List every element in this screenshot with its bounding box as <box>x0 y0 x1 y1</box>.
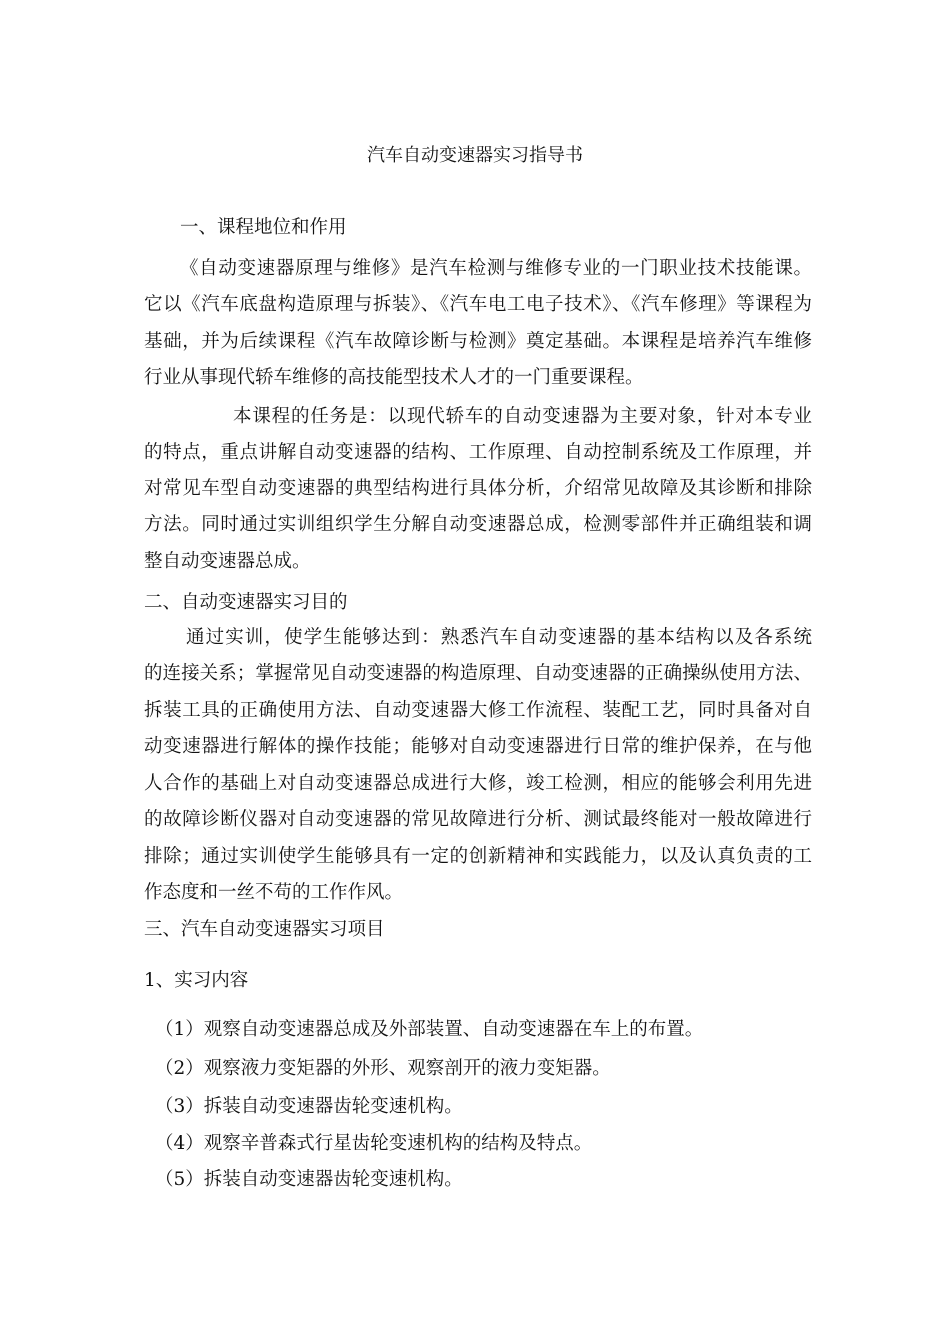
paragraph-line: 的连接关系；掌握常见自动变速器的构造原理、自动变速器的正确操纵使用方法、 <box>144 663 812 684</box>
paragraph-line: 拆装工具的正确使用方法、自动变速器大修工作流程、装配工艺，同时具备对自 <box>144 700 812 721</box>
paragraph-line: 作态度和一丝不苟的工作作风。 <box>144 882 404 903</box>
paragraph-line: 方法。同时通过实训组织学生分解自动变速器总成，检测零部件并正确组装和调 <box>144 514 812 535</box>
subsection-heading: 1、实习内容 <box>144 970 249 991</box>
section-heading-1: 一、课程地位和作用 <box>180 217 347 238</box>
section-heading-2: 二、自动变速器实习目的 <box>144 592 348 613</box>
paragraph-line: 《自动变速器原理与维修》是汽车检测与维修专业的一门职业技术技能课。 <box>180 258 812 279</box>
paragraph-line: 本课程的任务是：以现代轿车的自动变速器为主要对象，针对本专业 <box>233 406 812 427</box>
paragraph-line: 人合作的基础上对自动变速器总成进行大修，竣工检测，相应的能够会利用先进 <box>144 773 812 794</box>
list-item: （1）观察自动变速器总成及外部装置、自动变速器在车上的布置。 <box>155 1019 704 1040</box>
paragraph-line: 的特点，重点讲解自动变速器的结构、工作原理、自动控制系统及工作原理，并 <box>144 442 812 463</box>
paragraph-line: 的故障诊断仪器对自动变速器的常见故障进行分析、测试最终能对一般故障进行 <box>144 809 812 830</box>
paragraph-line: 通过实训，使学生能够达到：熟悉汽车自动变速器的基本结构以及各系统 <box>186 627 812 648</box>
paragraph-line: 对常见车型自动变速器的典型结构进行具体分析，介绍常见故障及其诊断和排除 <box>144 478 812 499</box>
paragraph-line: 排除；通过实训使学生能够具有一定的创新精神和实践能力，以及认真负责的工 <box>144 846 812 867</box>
paragraph-line: 基础，并为后续课程《汽车故障诊断与检测》奠定基础。本课程是培养汽车维修 <box>144 331 812 352</box>
list-item: （2）观察液力变矩器的外形、观察剖开的液力变矩器。 <box>155 1058 611 1079</box>
paragraph-line: 整自动变速器总成。 <box>144 551 311 572</box>
list-item: （5）拆装自动变速器齿轮变速机构。 <box>155 1169 463 1190</box>
list-item: （4）观察辛普森式行星齿轮变速机构的结构及特点。 <box>155 1133 593 1154</box>
paragraph-line: 动变速器进行解体的操作技能；能够对自动变速器进行日常的维护保养，在与他 <box>144 736 812 757</box>
paragraph-line: 它以《汽车底盘构造原理与拆装》、《汽车电工电子技术》、《汽车修理》等课程为 <box>144 294 812 315</box>
section-heading-3: 三、汽车自动变速器实习项目 <box>144 919 385 940</box>
list-item: （3）拆装自动变速器齿轮变速机构。 <box>155 1096 463 1117</box>
document-title: 汽车自动变速器实习指导书 <box>367 145 583 166</box>
paragraph-line: 行业从事现代轿车维修的高技能型技术人才的一门重要课程。 <box>144 367 644 388</box>
